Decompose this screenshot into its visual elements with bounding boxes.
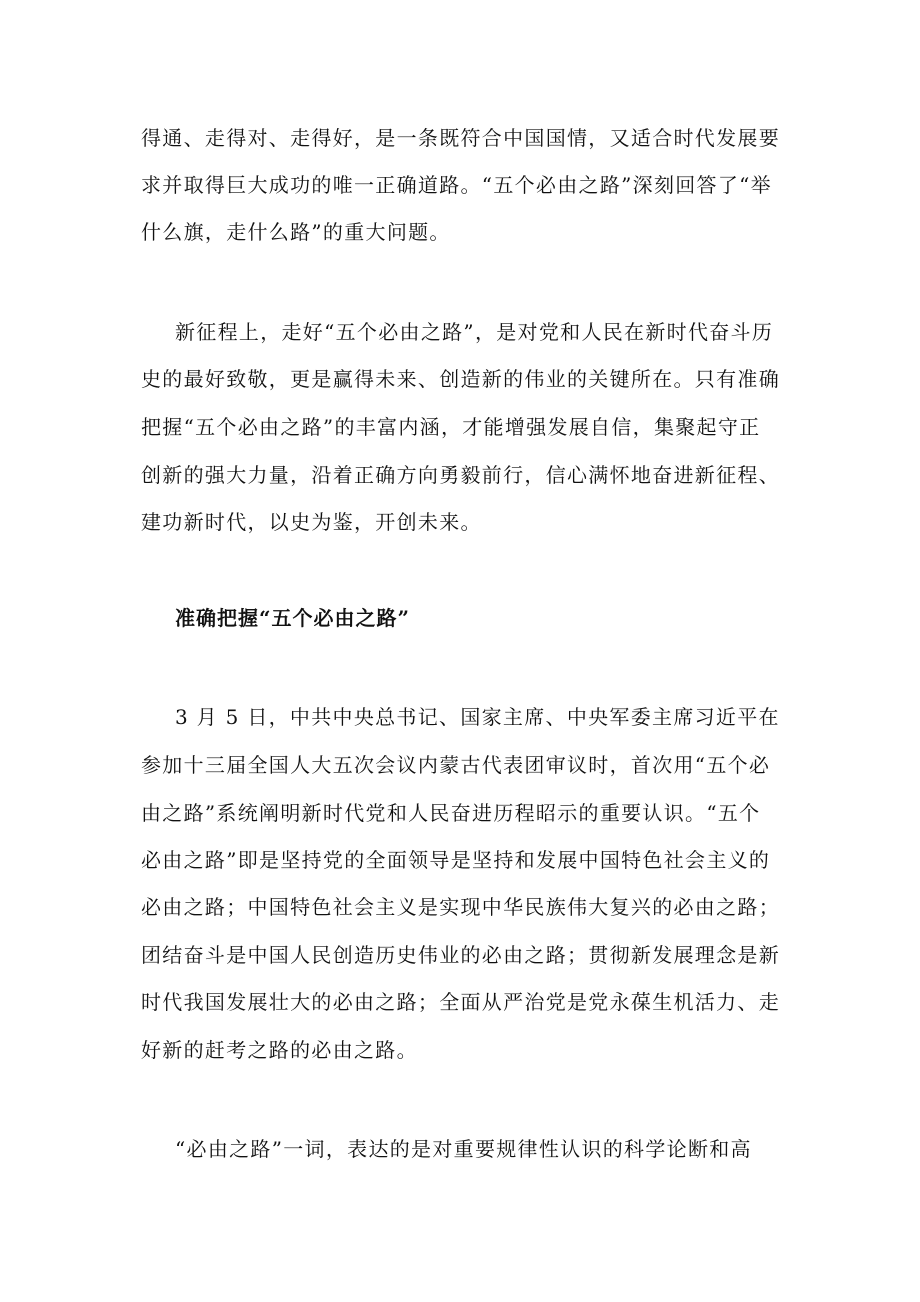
paragraph-1-line-3: 什么旗，走什么路”的重大问题。	[141, 220, 451, 244]
paragraph-4-line-1: “必由之路”一词，表达的是对重要规律性认识的科学论断和高	[175, 1137, 752, 1161]
paragraph-2-line-4: 创新的强大力量，沿着正确方向勇毅前行，信心满怀地奋进新征程、	[141, 463, 780, 487]
paragraph-3-line-8: 好新的赶考之路的必由之路。	[141, 1038, 418, 1062]
paragraph-3-line-7: 时代我国发展壮大的必由之路；全面从严治党是党永葆生机活力、走	[141, 990, 780, 1014]
paragraph-2-line-3: 把握“五个必由之路”的丰富内涵，才能增强发展自信，集聚起守正	[141, 415, 761, 439]
paragraph-3-line-4: 必由之路”即是坚持党的全面领导是坚持和发展中国特色社会主义的	[141, 848, 771, 872]
paragraph-3-line-1: 3 月 5 日，中共中央总书记、国家主席、中央军委主席习近平在	[175, 705, 780, 729]
paragraph-2-line-2: 史的最好致敬，更是赢得未来、创造新的伟业的关键所在。只有准确	[141, 367, 780, 391]
paragraph-1-line-2: 求并取得巨大成功的唯一正确道路。“五个必由之路”深刻回答了“举	[141, 173, 772, 197]
paragraph-3-line-2: 参加十三届全国人大五次会议内蒙古代表团审议时，首次用“五个必	[141, 753, 771, 777]
section-heading: 准确把握“五个必由之路”	[175, 606, 411, 630]
paragraph-3-line-3: 由之路”系统阐明新时代党和人民奋进历程昭示的重要认识。“五个	[141, 801, 761, 825]
paragraph-3-line-5: 必由之路；中国特色社会主义是实现中华民族伟大复兴的必由之路；	[141, 895, 780, 919]
paragraph-2-line-5: 建功新时代，以史为鉴，开创未来。	[141, 510, 482, 534]
paragraph-3-line-6: 团结奋斗是中国人民创造历史伟业的必由之路；贯彻新发展理念是新	[141, 943, 780, 967]
paragraph-1-line-1: 得通、走得对、走得好，是一条既符合中国国情，又适合时代发展要	[141, 126, 780, 150]
paragraph-2-line-1: 新征程上，走好“五个必由之路”，是对党和人民在新时代奋斗历	[175, 320, 774, 344]
